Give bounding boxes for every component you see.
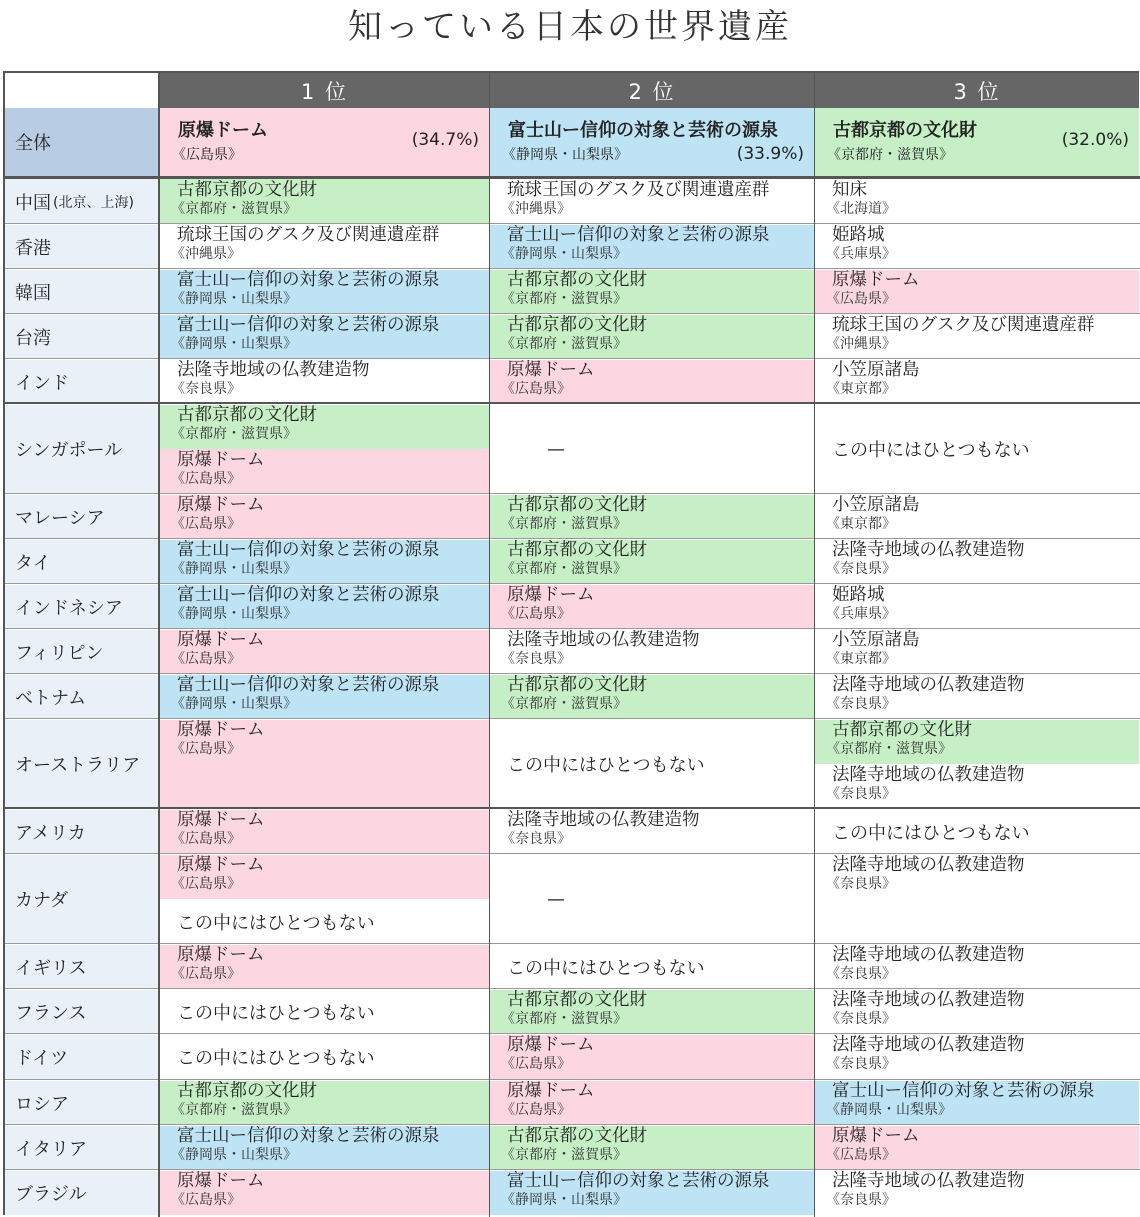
- heritage-name: 原爆ドーム: [507, 1035, 595, 1055]
- ranking-cell: [160, 584, 489, 629]
- prefecture: 《奈良県》: [826, 1192, 896, 1208]
- column-divider: [158, 73, 160, 1217]
- ranking-cell: [490, 944, 814, 989]
- heritage-name: 富士山ー信仰の対象と芸術の源泉: [508, 120, 778, 141]
- country-label: [5, 1034, 160, 1080]
- row-divider: [5, 358, 1140, 359]
- ranking-cell: [160, 674, 489, 719]
- heritage-name: 琉球王国のグスク及び関連遺産群: [832, 315, 1095, 335]
- header-rank-3: 3 位: [815, 73, 1139, 108]
- prefecture: 《広島県》: [171, 516, 241, 532]
- ranking-cell: [815, 1170, 1139, 1215]
- country-name: イギリス: [15, 957, 87, 979]
- ranking-cell: [490, 404, 814, 494]
- prefecture: 《広島県》: [826, 1147, 896, 1163]
- prefecture: 《広島県》: [826, 291, 896, 307]
- ranking-cell: [160, 314, 489, 359]
- row-divider: [5, 718, 1140, 719]
- country-name: インド: [15, 372, 69, 394]
- row-divider: [5, 268, 1140, 269]
- heritage-name: 原爆ドーム: [832, 270, 920, 290]
- heritage-ranking-table: [3, 71, 1139, 1215]
- none-of-these-text: この中にはひとつもない: [832, 440, 1030, 461]
- prefecture: 《奈良県》: [501, 831, 571, 847]
- country-label: [5, 629, 160, 674]
- heritage-name: 原爆ドーム: [832, 1126, 920, 1146]
- heritage-name: 法隆寺地域の仏教建造物: [507, 630, 700, 650]
- row-divider: [5, 853, 1140, 854]
- row-divider: [5, 943, 1140, 944]
- ranking-cell: [160, 1125, 489, 1170]
- heritage-name: 法隆寺地域の仏教建造物: [832, 855, 1025, 875]
- heritage-name: 小笠原諸島: [832, 630, 920, 650]
- country-name: マレーシア: [15, 507, 105, 529]
- country-label: [5, 269, 160, 314]
- prefecture: 《奈良県》: [826, 696, 896, 712]
- prefecture: 《静岡県・山梨県》: [171, 336, 297, 352]
- heritage-name: 法隆寺地域の仏教建造物: [832, 945, 1025, 965]
- ranking-cell: [490, 494, 814, 539]
- prefecture: 《京都府・滋賀県》: [171, 201, 297, 217]
- heritage-name: 富士山ー信仰の対象と芸術の源泉: [177, 270, 440, 290]
- ranking-cell: [490, 1125, 814, 1170]
- table-corner: [5, 73, 160, 108]
- prefecture: 《奈良県》: [826, 561, 896, 577]
- country-label: [5, 1080, 160, 1125]
- ranking-cell: [160, 809, 489, 854]
- ranking-cell: [160, 179, 489, 224]
- prefecture: 《静岡県・山梨県》: [171, 606, 297, 622]
- country-name: ロシア: [15, 1093, 69, 1115]
- country-label: [5, 179, 160, 224]
- row-divider: [5, 538, 1140, 539]
- overall-cell-rank-3: [815, 108, 1139, 176]
- country-label: [5, 539, 160, 584]
- heritage-name: 富士山ー信仰の対象と芸術の源泉: [177, 540, 440, 560]
- none-of-these-text: この中にはひとつもない: [832, 822, 1030, 844]
- ranking-cell: [490, 1170, 814, 1215]
- country-name: ベトナム: [15, 687, 87, 709]
- row-divider: [5, 1079, 1140, 1080]
- ranking-cell: [815, 269, 1139, 314]
- ranking-cell: [160, 1170, 489, 1215]
- ranking-cell: [815, 584, 1139, 629]
- prefecture: 《奈良県》: [826, 966, 896, 982]
- heritage-name: 原爆ドーム: [177, 945, 265, 965]
- prefecture: 《京都府・滋賀県》: [501, 1011, 627, 1027]
- ranking-cell: [160, 989, 489, 1034]
- prefecture: 《静岡県・山梨県》: [171, 561, 297, 577]
- country-name: シンガポール: [15, 440, 123, 461]
- ranking-cell: [490, 179, 814, 224]
- ranking-cell: [815, 629, 1139, 674]
- prefecture: 《京都府・滋賀県》: [827, 147, 953, 163]
- country-label: [5, 809, 160, 854]
- country-label: [5, 854, 160, 944]
- ranking-cell: [160, 899, 489, 944]
- country-label: [5, 494, 160, 539]
- prefecture: 《広島県》: [171, 741, 241, 757]
- prefecture: 《静岡県・山梨県》: [501, 246, 627, 262]
- group-divider: [5, 807, 1140, 809]
- prefecture: 《沖縄県》: [501, 201, 571, 217]
- heritage-name: 古都京都の文化財: [507, 270, 647, 290]
- heritage-name: 富士山ー信仰の対象と芸術の源泉: [177, 1126, 440, 1146]
- row-divider: [5, 988, 1140, 989]
- ranking-cell: [160, 404, 489, 449]
- ranking-cell: [815, 809, 1139, 854]
- heritage-name: 古都京都の文化財: [832, 720, 972, 740]
- overall-label: 全体: [5, 108, 160, 176]
- heritage-name: 原爆ドーム: [507, 1081, 595, 1101]
- country-label: [5, 404, 160, 494]
- prefecture: 《静岡県・山梨県》: [501, 1192, 627, 1208]
- heritage-name: 琉球王国のグスク及び関連遺産群: [177, 225, 440, 245]
- ranking-cell: [815, 539, 1139, 584]
- prefecture: 《東京都》: [826, 516, 896, 532]
- heritage-name: 原爆ドーム: [177, 495, 265, 515]
- prefecture: 《奈良県》: [171, 381, 241, 397]
- heritage-name: 法隆寺地域の仏教建造物: [177, 360, 370, 380]
- ranking-cell: [160, 269, 489, 314]
- ranking-cell: [490, 629, 814, 674]
- heritage-name: 古都京都の文化財: [507, 495, 647, 515]
- prefecture: 《広島県》: [172, 147, 242, 163]
- ranking-cell: [160, 449, 489, 494]
- ranking-cell: [160, 539, 489, 584]
- prefecture: 《京都府・滋賀県》: [501, 1147, 627, 1163]
- page-title: 知っている日本の世界遺産: [348, 7, 792, 47]
- ranking-cell: [490, 224, 814, 269]
- country-name: タイ: [15, 552, 51, 574]
- prefecture: 《奈良県》: [826, 786, 896, 802]
- prefecture: 《京都府・滋賀県》: [501, 336, 627, 352]
- country-sublabel: (北京、上海): [53, 194, 134, 211]
- country-name: カナダ: [15, 890, 69, 911]
- ranking-cell: [490, 809, 814, 854]
- ranking-cell: [490, 1034, 814, 1080]
- row-divider: [5, 583, 1140, 584]
- heritage-name: 法隆寺地域の仏教建造物: [832, 540, 1025, 560]
- header-rank-2: 2 位: [490, 73, 814, 108]
- heritage-name: 古都京都の文化財: [507, 315, 647, 335]
- heritage-name: 法隆寺地域の仏教建造物: [832, 1035, 1025, 1055]
- heritage-name: 古都京都の文化財: [177, 405, 317, 425]
- prefecture: 《広島県》: [171, 831, 241, 847]
- country-label: [5, 989, 160, 1034]
- country-name: イタリア: [15, 1138, 87, 1160]
- heritage-name: 琉球王国のグスク及び関連遺産群: [507, 180, 770, 200]
- heritage-name: 法隆寺地域の仏教建造物: [832, 990, 1025, 1010]
- ranking-cell: [490, 1080, 814, 1125]
- country-name: ドイツ: [15, 1048, 69, 1069]
- heritage-name: 富士山ー信仰の対象と芸術の源泉: [507, 1171, 770, 1191]
- heritage-name: 富士山ー信仰の対象と芸術の源泉: [507, 225, 770, 245]
- prefecture: 《東京都》: [826, 381, 896, 397]
- prefecture: 《広島県》: [171, 471, 241, 487]
- row-divider: [5, 1169, 1140, 1170]
- heritage-name: 姫路城: [832, 225, 885, 245]
- prefecture: 《広島県》: [501, 1102, 571, 1118]
- prefecture: 《広島県》: [501, 1056, 571, 1072]
- ranking-cell: [160, 494, 489, 539]
- prefecture: 《京都府・滋賀県》: [826, 741, 952, 757]
- heritage-name: 知床: [832, 180, 867, 200]
- ranking-cell: [490, 989, 814, 1034]
- prefecture: 《兵庫県》: [826, 606, 896, 622]
- country-name: ブラジル: [15, 1183, 87, 1205]
- country-name: フィリピン: [15, 642, 104, 664]
- ranking-cell: [815, 179, 1139, 224]
- prefecture: 《広島県》: [171, 1192, 241, 1208]
- heritage-name: 姫路城: [832, 585, 885, 605]
- heritage-name: 古都京都の文化財: [177, 180, 317, 200]
- heritage-name: 法隆寺地域の仏教建造物: [832, 675, 1025, 695]
- prefecture: 《東京都》: [826, 651, 896, 667]
- row-divider: [5, 628, 1140, 629]
- heritage-name: 原爆ドーム: [177, 1171, 265, 1191]
- ranking-cell: [490, 314, 814, 359]
- heritage-name: 原爆ドーム: [507, 360, 595, 380]
- row-divider: [5, 1124, 1140, 1125]
- prefecture: 《広島県》: [501, 606, 571, 622]
- country-label: [5, 674, 160, 719]
- prefecture: 《京都府・滋賀県》: [501, 516, 627, 532]
- country-label: [5, 1125, 160, 1170]
- ranking-cell: [815, 1080, 1139, 1125]
- heritage-name: 富士山ー信仰の対象と芸術の源泉: [177, 585, 440, 605]
- prefecture: 《広島県》: [501, 381, 571, 397]
- overall-cell-rank-1: [160, 108, 489, 176]
- heritage-name: 原爆ドーム: [177, 810, 265, 830]
- prefecture: 《京都府・滋賀県》: [171, 426, 297, 442]
- prefecture: 《兵庫県》: [826, 246, 896, 262]
- country-name: 韓国: [15, 282, 51, 304]
- prefecture: 《広島県》: [171, 876, 241, 892]
- ranking-cell: [490, 674, 814, 719]
- prefecture: 《静岡県・山梨県》: [171, 291, 297, 307]
- prefecture: 《広島県》: [171, 966, 241, 982]
- prefecture: 《静岡県・山梨県》: [171, 1147, 297, 1163]
- ranking-cell: [815, 674, 1139, 719]
- prefecture: 《沖縄県》: [826, 336, 896, 352]
- prefecture: 《京都府・滋賀県》: [501, 291, 627, 307]
- prefecture: 《奈良県》: [501, 651, 571, 667]
- row-divider: [5, 223, 1140, 224]
- ranking-cell: [490, 854, 814, 944]
- ranking-cell: [160, 359, 489, 404]
- percentage: (32.0%): [1061, 130, 1129, 150]
- prefecture: 《京都府・滋賀県》: [171, 1102, 297, 1118]
- heritage-name: 原爆ドーム: [177, 450, 265, 470]
- ranking-cell: [815, 1034, 1139, 1080]
- heritage-name: 原爆ドーム: [177, 630, 265, 650]
- ranking-cell: [815, 944, 1139, 989]
- country-label: [5, 584, 160, 629]
- heritage-name: 法隆寺地域の仏教建造物: [832, 765, 1025, 785]
- heritage-name: 小笠原諸島: [832, 360, 920, 380]
- ranking-cell: [160, 629, 489, 674]
- prefecture: 《静岡県・山梨県》: [502, 147, 628, 163]
- row-divider: [5, 313, 1140, 314]
- none-of-these-text: この中にはひとつもない: [507, 755, 705, 776]
- column-divider: [814, 73, 815, 1217]
- ranking-cell: [160, 224, 489, 269]
- country-name: フランス: [15, 1002, 87, 1024]
- country-label: [5, 719, 160, 809]
- prefecture: 《広島県》: [171, 651, 241, 667]
- heritage-name: 古都京都の文化財: [833, 120, 977, 141]
- country-label: [5, 944, 160, 989]
- ranking-cell: [815, 719, 1139, 764]
- heritage-name: 原爆ドーム: [507, 585, 595, 605]
- no-entry-dash: —: [547, 888, 565, 910]
- prefecture: 《京都府・滋賀県》: [501, 561, 627, 577]
- group-divider: [5, 402, 1140, 404]
- none-of-these-text: この中にはひとつもない: [177, 1002, 375, 1024]
- heritage-name: 法隆寺地域の仏教建造物: [832, 1171, 1025, 1191]
- heritage-name: 富士山ー信仰の対象と芸術の源泉: [177, 675, 440, 695]
- country-name: アメリカ: [15, 822, 86, 844]
- no-entry-dash: —: [547, 438, 565, 460]
- ranking-cell: [490, 539, 814, 584]
- heritage-name: 古都京都の文化財: [507, 540, 647, 560]
- country-name: 台湾: [15, 327, 51, 349]
- prefecture: 《北海道》: [826, 201, 896, 217]
- ranking-cell: [160, 944, 489, 989]
- ranking-cell: [815, 989, 1139, 1034]
- heritage-name: 古都京都の文化財: [177, 1081, 317, 1101]
- heritage-name: 原爆ドーム: [177, 720, 265, 740]
- country-name: 中国: [15, 192, 51, 214]
- heritage-name: 富士山ー信仰の対象と芸術の源泉: [832, 1081, 1095, 1101]
- ranking-cell: [490, 269, 814, 314]
- ranking-cell: [160, 719, 489, 809]
- ranking-cell: [160, 1080, 489, 1125]
- ranking-cell: [815, 1125, 1139, 1170]
- prefecture: 《奈良県》: [826, 1056, 896, 1072]
- ranking-cell: [160, 854, 489, 899]
- ranking-cell: [490, 359, 814, 404]
- row-divider: [5, 1033, 1140, 1034]
- overall-cell-rank-2: [490, 108, 814, 176]
- prefecture: 《奈良県》: [826, 1011, 896, 1027]
- ranking-cell: [815, 854, 1139, 944]
- column-divider: [489, 73, 490, 1217]
- country-label: [5, 314, 160, 359]
- row-divider: [5, 673, 1140, 674]
- country-label: [5, 224, 160, 269]
- none-of-these-text: この中にはひとつもない: [177, 912, 375, 934]
- ranking-cell: [815, 764, 1139, 809]
- row-divider: [5, 493, 1140, 494]
- ranking-cell: [815, 314, 1139, 359]
- prefecture: 《静岡県・山梨県》: [171, 696, 297, 712]
- percentage: (34.7%): [411, 130, 479, 150]
- percentage: (33.9%): [736, 144, 804, 164]
- heritage-name: 法隆寺地域の仏教建造物: [507, 810, 700, 830]
- heritage-name: 古都京都の文化財: [507, 675, 647, 695]
- prefecture: 《奈良県》: [826, 876, 896, 892]
- country-name: 香港: [15, 237, 51, 259]
- prefecture: 《沖縄県》: [171, 246, 241, 262]
- country-name: オーストラリア: [15, 755, 141, 776]
- ranking-cell: [815, 404, 1139, 494]
- prefecture: 《京都府・滋賀県》: [501, 696, 627, 712]
- ranking-cell: [490, 719, 814, 809]
- heritage-name: 富士山ー信仰の対象と芸術の源泉: [177, 315, 440, 335]
- ranking-cell: [815, 359, 1139, 404]
- heritage-name: 小笠原諸島: [832, 495, 920, 515]
- ranking-cell: [160, 1034, 489, 1080]
- country-label: [5, 1170, 160, 1215]
- none-of-these-text: この中にはひとつもない: [507, 957, 705, 979]
- heritage-name: 原爆ドーム: [177, 855, 265, 875]
- heritage-name: 原爆ドーム: [178, 120, 268, 141]
- header-rank-1: 1 位: [160, 73, 489, 108]
- ranking-cell: [490, 584, 814, 629]
- group-divider: [5, 176, 1140, 179]
- ranking-cell: [815, 494, 1139, 539]
- country-name: インドネシア: [15, 597, 123, 619]
- ranking-cell: [815, 224, 1139, 269]
- heritage-name: 古都京都の文化財: [507, 990, 647, 1010]
- country-label: [5, 359, 160, 404]
- heritage-name: 古都京都の文化財: [507, 1126, 647, 1146]
- none-of-these-text: この中にはひとつもない: [177, 1048, 375, 1069]
- prefecture: 《静岡県・山梨県》: [826, 1102, 952, 1118]
